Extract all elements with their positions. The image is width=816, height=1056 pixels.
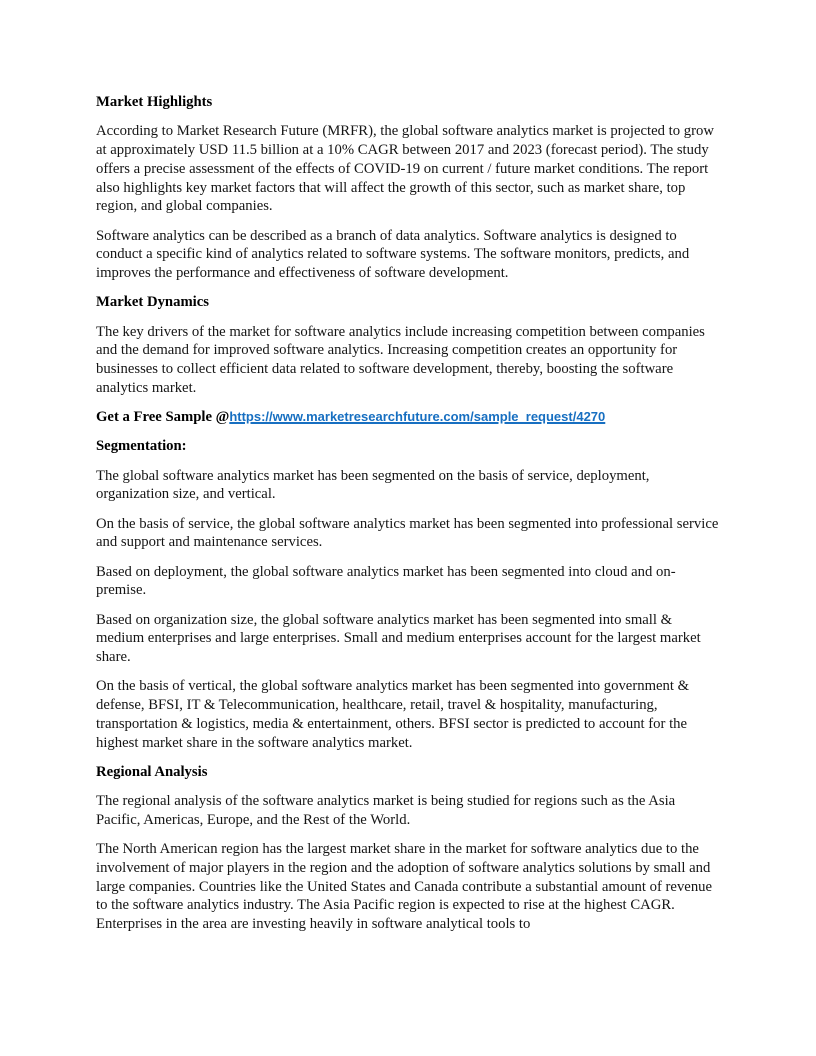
paragraph-software-analytics-definition: Software analytics can be described as a branch of data analytics. Software analytics is designed to conduct a specific kind of analytics related to software systems. The software monitors, predicts, and improves the performance and effectiveness of software development. [96,227,690,281]
paragraph-north-america-analysis: The North American region has the largest market share in the market for software analytics due to the involvement of major players in the region and the adoption of software analytics solutions by small and large companies. Countries like the United States and Canada contribute a substantial amount of revenue to the software analytics industry. The Asia Pacific region is expected to rise at the highest CAGR. Enterprises in the area are investing heavily in software analytical tools to [96,841,713,932]
paragraph-segment-organization-size: Based on organization size, the global software analytics market has been segmented into small & medium enterprises and large enterprises. Small and medium enterprises account for the largest market share. [96,611,701,665]
heading-market-highlights: Market Highlights [96,94,213,110]
heading-segmentation: Segmentation: [96,438,187,455]
paragraph-segment-deployment: Based on deployment, the global software analytics market has been segmented into cloud and on-premise. [96,563,676,599]
paragraph-segmentation-basis: The global software analytics market has been segmented on the basis of service, deployment, organization size, and vertical. [96,467,650,503]
paragraph-segment-vertical: On the basis of vertical, the global software analytics market has been segmented into government & defense, BFSI, IT & Telecommunication, healthcare, retail, travel & hospitality, manufacturing, transportation & logistics, media & entertainment, others. BFSI sector is predicted to account for the highest market share in the software analytics market. [96,678,690,751]
heading-market-dynamics: Market Dynamics [96,294,209,311]
paragraph-key-drivers: The key drivers of the market for software analytics include increasing competition between companies and the demand for improved software analytics. Increasing competition creates an opportunity for businesses to collect efficient data related to software development, thereby, boosting the software analytics market. [96,323,705,396]
heading-regional-analysis: Regional Analysis [96,763,208,780]
paragraph-regions-studied: The regional analysis of the software analytics market is being studied for regions such as the Asia Pacific, Americas, Europe, and the Rest of the World. [96,793,676,828]
free-sample-line [96,408,720,427]
paragraph-segment-service: On the basis of service, the global software analytics market has been segmented into professional service and support and maintenance services. [96,515,719,551]
paragraph-market-overview: According to Market Research Future (MRFR), the global software analytics market is projected to grow at approximately USD 11.5 billion at a 10% CAGR between 2017 and 2023 (forecast period). The study offers a precise assessment of the effects of COVID-19 on current / future market conditions. The report also highlights key market factors that will affect the growth of this sector, such as market share, top region, and global companies. [96,123,714,215]
sample-request-link[interactable]: https://www.marketresearchfuture.com/sample_request/4270 [229,409,606,424]
free-sample-label: Get a Free Sample @ [96,409,230,425]
